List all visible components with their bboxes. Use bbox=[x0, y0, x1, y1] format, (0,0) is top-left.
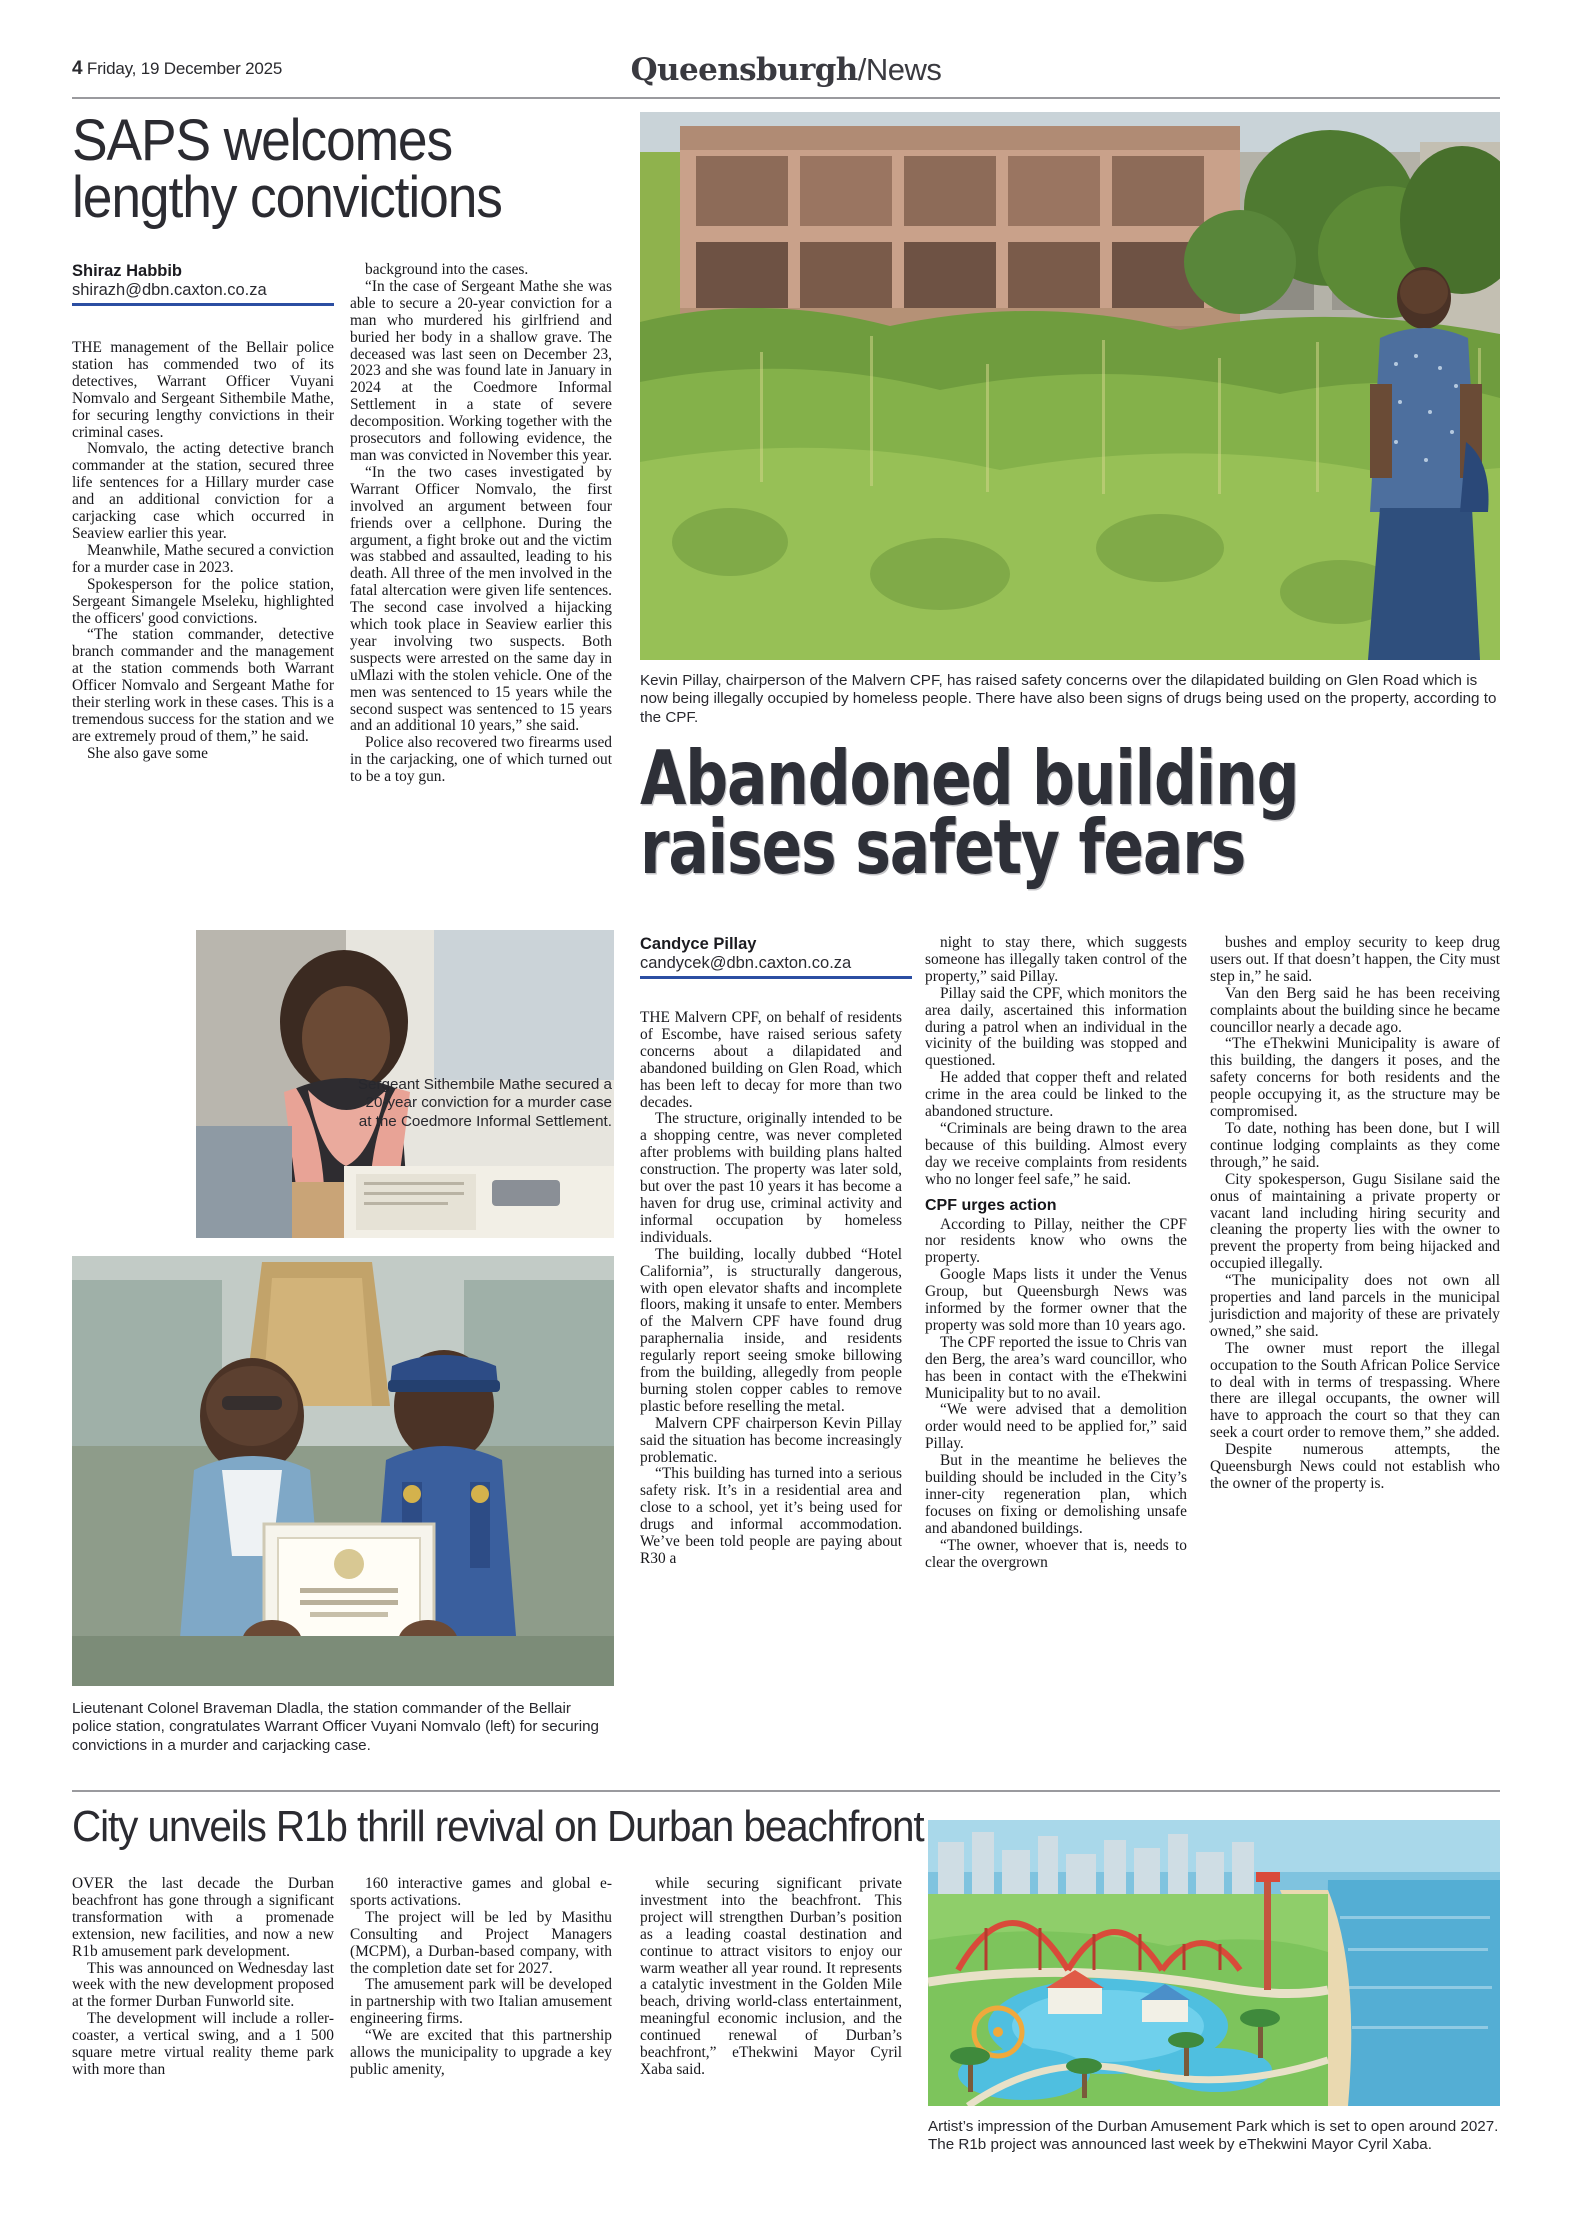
paragraph: “The owner, whoever that is, needs to clear the overgrown bbox=[925, 1536, 1187, 1571]
paragraph: The owner must report the illegal occupation to the South African Police Service to deal with in terms of trespassing. Where there are illegal occupants, the owner will have to approach the court so that they can seek a court order to remove them,” she added. bbox=[1210, 1339, 1500, 1442]
article2-column-1 bbox=[640, 1010, 902, 1762]
masthead-divider bbox=[72, 97, 1500, 99]
paragraph: “This building has turned into a serious safety risk. It’s in a residential area and close to a school, yet it’s being used for drugs and informal accommodation. We’ve been told people are paying about R30 a bbox=[640, 1465, 902, 1567]
paragraph: The building, locally dubbed “Hotel California”, is structurally dangerous, with open elevator shafts and incomplete floors, making it unsafe to enter. Members of the Malvern CPF have found drug paraphernalia inside, and residents regularly report seeing smoke billowing from the building, allegedly from people burning stolen copper cables to remove plastic before reselling the metal. bbox=[640, 1245, 902, 1415]
paragraph: Nomvalo, the acting detective branch commander at the station, secured three life sentences for a Hillary murder case and an additional conviction for a carjacking case which occurred in Seaview earlier this year. bbox=[72, 440, 334, 542]
photo-dladla-nomvalo-image bbox=[72, 1256, 614, 1686]
photo-amusement-park bbox=[928, 1820, 1500, 2106]
paragraph: while securing significant private investment into the beachfront. This project will strengthen Durban’s position as a leading coastal destination and continue to attract visitors to enjoy our warm weather all year round. It represents a catalytic investment in the Golden Mile beach, driving world-class entertainment, meaningful economic inclusion, and the continued renewal of Durban’s beachfront,” eThekwini Mayor Cyril Xaba said. bbox=[640, 1875, 902, 2078]
article3-divider bbox=[72, 1790, 1500, 1792]
article2-byline-name: Candyce Pillay bbox=[640, 935, 757, 953]
article2-byline bbox=[640, 935, 912, 979]
paragraph: Spokesperson for the police station, Sergeant Simangele Mseleku, highlighted the officers' good convictions. bbox=[72, 575, 334, 627]
paragraph: City spokesperson, Gugu Sisilane said the onus of maintaining a private property or vacant land including hiring security and cleaning the property lies with the owner to prevent the property from being hijacked and occupied illegally. bbox=[1210, 1170, 1500, 1273]
paragraph: background into the cases. bbox=[365, 261, 529, 278]
paragraph: Despite numerous attempts, the Queensburgh News could not establish who the owner of the property is. bbox=[1210, 1441, 1500, 1492]
paragraph: “We were advised that a demolition order would need to be applied for,” said Pillay. bbox=[925, 1401, 1187, 1453]
paragraph: “Criminals are being drawn to the area because of this building. Almost every day we receive complaints from residents who no longer feel safe,” he said. bbox=[925, 1119, 1187, 1188]
masthead bbox=[72, 52, 1500, 90]
byline-divider bbox=[72, 303, 334, 306]
article2-byline-email[interactable]: candycek@dbn.caxton.co.za bbox=[640, 954, 852, 972]
paragraph: He added that copper theft and related crime in the area could be linked to the abandoned structure. bbox=[925, 1069, 1187, 1121]
publication-title bbox=[631, 52, 942, 88]
paragraph: The amusement park will be developed in partnership with two Italian amusement engineering firms. bbox=[350, 1976, 612, 2028]
paragraph: The project will be led by Masithu Consulting and Project Managers (MCPM), a Durban-based company, with the completion date set for 2027. bbox=[350, 1908, 612, 1977]
paragraph: “The municipality does not own all properties and land parcels in the municipal jurisdiction and majority of these are privately owned,” she said. bbox=[1210, 1272, 1500, 1340]
article1-byline-email[interactable]: shirazh@dbn.caxton.co.za bbox=[72, 281, 267, 299]
paragraph: Meanwhile, Mathe secured a conviction for a murder case in 2023. bbox=[72, 541, 334, 576]
article1-byline-name: Shiraz Habbib bbox=[72, 262, 183, 280]
article2-headline-line1: Abandoned building bbox=[640, 734, 1299, 822]
paragraph: “The station commander, detective branch commander and the management at the station commends both Warrant Officer Nomvalo and Sergeant Mathe for their sterling work in these cases. This is a tremendous success for the station and we are extremely proud of them,” he said. bbox=[72, 626, 334, 745]
paragraph: “In the case of Sergeant Mathe she was able to secure a 20-year conviction for a man who murdered his girlfriend and buried her body in a shallow grave. The deceased was last seen on December 23, 2023 and she was found late in January in 2024 at the Coedmore Informal Settlement in a state of severe decomposition. Working together with the prosecutors and following evidence, the man was convicted in November this year. bbox=[350, 277, 612, 464]
paragraph: “We are excited that this partnership allows the municipality to upgrade a key public amenity, bbox=[350, 2027, 612, 2078]
paragraph: Police also recovered two firearms used in the carjacking, one of which turned out to be a toy gun. bbox=[350, 734, 612, 786]
paragraph: According to Pillay, neither the CPF nor residents know who owns the property. bbox=[925, 1215, 1187, 1267]
caption-glen-road-building: Kevin Pillay, chairperson of the Malvern CPF, has raised safety concerns over the dilapidated building on Glen Road which is now being illegally occupied by homeless people. There have also been signs of drugs being used on the property, according to the CPF. bbox=[640, 672, 1497, 726]
paragraph: To date, nothing has been done, but I will continue lodging complaints as they come through,” he said. bbox=[1210, 1119, 1500, 1171]
paragraph: But in the meantime he believes the building should be included in the City’s inner-city regeneration plan, which focuses on fixing or demolishing unsafe and abandoned buildings. bbox=[925, 1452, 1187, 1537]
caption-sergeant-mathe: Sergeant Sithembile Mathe secured a 20-year conviction for a murder case at the Coedmore Informal Settlement. bbox=[357, 1076, 612, 1130]
photo-glen-road-building-image bbox=[640, 112, 1500, 660]
article3-column-1 bbox=[72, 1876, 334, 2176]
article3-headline: City unveils R1b thrill revival on Durban beachfront bbox=[72, 1802, 924, 1851]
paragraph: The structure, originally intended to be a shopping centre, was never completed after problems with building plans halted construction. The property was later sold, but over the past 10 years it has become a haven for drug use, criminal activity and informal occupation by homeless individuals. bbox=[640, 1110, 902, 1246]
photo-glen-road-building bbox=[640, 112, 1500, 660]
publication-section: /News bbox=[857, 52, 942, 87]
paragraph: Malvern CPF chairperson Kevin Pillay said the situation has become increasingly problematic. bbox=[640, 1414, 902, 1466]
publication-date: Friday, 19 December 2025 bbox=[86, 59, 283, 78]
article2-headline bbox=[640, 734, 1488, 891]
article1-column-1 bbox=[72, 340, 334, 925]
paragraph: “In the two cases investigated by Warrant Officer Nomvalo, the first involved an argument between four friends over a cellphone. During the argument, a fight broke out and the victim was stabbed and assaulted, leading to his death. All three of the men involved in the fatal altercation were given life sentences. The second case involved a hijacking which took place in Seaview earlier this year involving two suspects. Both suspects were arrested on the same day in uMlazi with the stolen vehicle. One of the men was sentenced to 15 years while the second suspect was sentenced to 15 years and an additional 10 years,” she said. bbox=[350, 463, 612, 735]
caption-dladla-nomvalo: Lieutenant Colonel Braveman Dladla, the station commander of the Bellair police station, congratulates Warrant Officer Vuyani Nomvalo (left) for securing convictions in a murder and carjacking case. bbox=[72, 1700, 600, 1754]
section-subheading: CPF urges action bbox=[925, 1196, 1057, 1214]
paragraph: THE Malvern CPF, on behalf of residents of Escombe, have raised serious safety concerns about a dilapidated and abandoned building on Glen Road, which has been left to decay for more than two decades. bbox=[640, 1009, 902, 1111]
article3-column-3 bbox=[640, 1876, 902, 2176]
paragraph: She also gave some bbox=[87, 744, 208, 762]
byline-divider bbox=[640, 976, 912, 979]
paragraph: THE management of the Bellair police station has commended two of its detectives, Warrant Officer Vuyani Nomvalo and Sergeant Sithembile Mathe, for securing lengthy convictions in their criminal cases. bbox=[72, 339, 334, 441]
paragraph: night to stay there, which suggests someone has illegally taken control of the property,” said Pillay. bbox=[925, 934, 1187, 985]
paragraph: Van den Berg said he has been receiving complaints about the building since he became councillor nearly a decade ago. bbox=[1210, 984, 1500, 1036]
paragraph: Google Maps lists it under the Venus Group, but Queensburgh News was informed by the former owner that the property was sold more than 10 years ago. bbox=[925, 1266, 1187, 1334]
paragraph: 160 interactive games and global e-sports activations. bbox=[350, 1875, 612, 1909]
article1-byline bbox=[72, 262, 334, 306]
article1-headline-line2: lengthy convictions bbox=[72, 165, 502, 231]
publication-name: Queensburgh bbox=[630, 52, 858, 88]
paragraph: OVER the last decade the Durban beachfront has gone through a significant transformation with a promenade extension, new facilities, and now a new R1b amusement park development. bbox=[72, 1875, 334, 1960]
paragraph: bushes and employ security to keep drug users out. If that doesn’t happen, the City must step in,” he said. bbox=[1210, 934, 1500, 985]
page-number: 4 bbox=[72, 58, 83, 79]
folio bbox=[72, 58, 282, 80]
article3-column-2 bbox=[350, 1876, 612, 2176]
photo-amusement-park-image bbox=[928, 1820, 1500, 2106]
paragraph: This was announced on Wednesday last week with the new development proposed at the former Durban Funworld site. bbox=[72, 1959, 334, 2011]
paragraph: Pillay said the CPF, which monitors the area daily, ascertained this information during a patrol when an individual in the vicinity of the building was stopped and questioned. bbox=[925, 984, 1187, 1070]
photo-dladla-nomvalo bbox=[72, 1256, 614, 1686]
caption-amusement-park: Artist’s impression of the Durban Amusement Park which is set to open around 2027. The R1b project was announced last week by eThekwini Mayor Cyril Xaba. bbox=[928, 2118, 1499, 2154]
article2-column-3 bbox=[1210, 935, 1500, 1763]
article1-column-2 bbox=[350, 262, 612, 927]
paragraph: The CPF reported the issue to Chris van den Berg, the area’s ward councillor, who has been in contact with the eThekwini Municipality but to no avail. bbox=[925, 1333, 1187, 1402]
paragraph: The development will include a roller-coaster, a vertical swing, and a 1 500 square metre virtual reality theme park with more than bbox=[72, 2010, 334, 2078]
paragraph: “The eThekwini Municipality is aware of this building, the dangers it poses, and the safety concerns for both residents and the people occupying it, as the structure may be compromised. bbox=[1210, 1035, 1500, 1121]
article1-headline-line1: SAPS welcomes bbox=[72, 108, 453, 173]
article2-column-2 bbox=[925, 935, 1187, 1763]
article1-headline bbox=[72, 108, 642, 231]
article2-headline-line2: raises safety fears bbox=[640, 803, 1246, 891]
